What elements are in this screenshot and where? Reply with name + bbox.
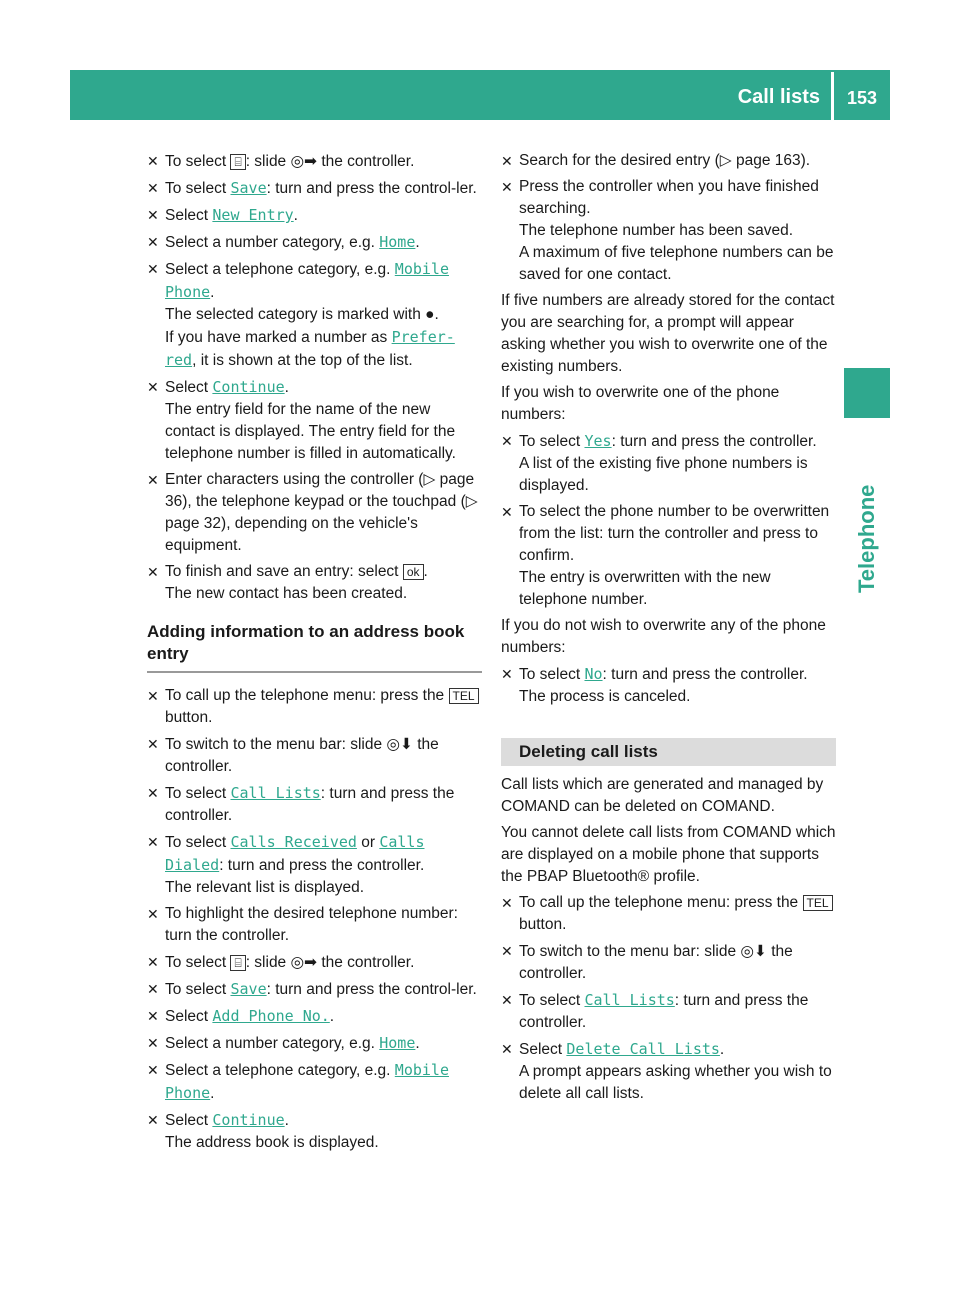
step: ✕ To select Save: turn and press the control-ler. [147, 179, 477, 197]
menu-item-mobile-phone: Mobile Phone [165, 1061, 449, 1102]
paragraph: If you do not wish to overwrite any of the phone numbers: [501, 617, 826, 656]
paragraph: You cannot delete call lists from COMAND which are displayed on a mobile phone that supports the PBAP Bluetooth® profile. [501, 824, 836, 885]
menu-item-save: Save [230, 980, 267, 998]
section-heading: Deleting call lists [501, 738, 836, 766]
paragraph: Call lists which are generated and managed by COMAND can be deleted on COMAND. [501, 776, 824, 815]
header-divider [831, 72, 834, 120]
step-marker: ✕ [147, 153, 159, 169]
step: ✕ Enter characters using the controller (▷ page 36), the telephone keypad or the touchpad (▷ page 32), depending on the vehicle's equipment. [147, 471, 478, 554]
menu-item-home: Home [379, 233, 416, 251]
menu-item-mobile-phone: Mobile Phone [165, 260, 449, 301]
side-tab-label: Telephone [854, 484, 879, 593]
ok-icon: ok [403, 564, 424, 580]
menu-item-save: Save [230, 179, 267, 197]
menu-icon: ⌸ [230, 154, 245, 170]
menu-item-calls-dialed: Calls Dialed [165, 833, 425, 874]
tel-key-icon: TEL [803, 895, 833, 911]
step: ✕ To select ⌸ : slide ◎➡ the controller. [147, 152, 415, 170]
controller-slide-right-icon: ◎➡ [290, 152, 318, 170]
section-heading: Adding information to an address book entry [147, 621, 482, 673]
left-column: ✕ To select ⌸ : slide ◎➡ the controller. ✕ To select Save: turn and press the control-ler. ✕ Select New Entry. ✕ Select a number category, e.g. Home. ✕ Select a telephone category, e.g. Mobile Phone. The selected category is marked with ●. If you have marked a number as Prefer-red, it is shown at the top of the list. ✕ Select Continue. The entry field for the name of the new contact is displayed. The entry field for the telephone number is filled in automatically. ✕ Enter characters using the controller (▷ page 36), the telephone keypad or the touchpad (▷ page 32), depending on the vehicle's equipment. ✕ To finish and save an entry: select ok . The new contact has been created. Adding information to an address book entry ✕ To call up the telephone menu: press the TEL button. ✕ To switch to the menu bar: slide ◎⬇ the controller. ✕ To select Call Lists: turn and press the controller. ✕ To select Calls Received or Calls Dialed: turn and press the controller. The relevant list is displayed. ✕ To highlight the desired telephone number: turn the controller. ✕ To select ⌸ : slide ◎➡ the controller. ✕ To select Save: turn and press the control-ler. ✕ Select Add Phone No.. ✕ Select a number category, e.g. Home. ✕ Select a telephone category, e.g. Mobile Phone. ✕ Select Continue. The address book is displayed. [147, 150, 482, 1158]
step: ✕ Select New Entry. [147, 206, 298, 224]
menu-item-delete-call-lists: Delete Call Lists [566, 1040, 720, 1058]
step: ✕ Select a telephone category, e.g. Mobile Phone. The selected category is marked with ●. If you have marked a number as Prefer-red, it is shown at the top of the list. [147, 260, 455, 369]
right-column: ✕ Search for the desired entry (▷ page 163). ✕ Press the controller when you have finished searching. The telephone number has been saved. A maximum of five telephone numbers can be saved for one contact. If five numbers are already stored for the contact you are searching for, a prompt will appear asking whether you wish to overwrite one of the existing numbers. If you wish to overwrite one of the phone numbers: ✕ To select Yes: turn and press the controller. A list of the existing five phone numbers is displayed. ✕ To select the phone number to be overwritten from the list: turn the controller and press to confirm. The entry is overwritten with the new telephone number. If you do not wish to overwrite any of the phone numbers: ✕ To select No: turn and press the controller. The process is canceled. Deleting call lists Call lists which are generated and managed by COMAND can be deleted on COMAND. You cannot delete call lists from COMAND which are displayed on a mobile phone that supports the PBAP Bluetooth® profile. ✕ To call up the telephone menu: press the TEL button. ✕ To switch to the menu bar: slide ◎⬇ the controller. ✕ To select Call Lists: turn and press the controller. ✕ Select Delete Call Lists. A prompt appears asking whether you wish to delete all call lists. [501, 152, 836, 1102]
menu-item-continue: Continue [212, 1111, 285, 1129]
tel-key-icon: TEL [449, 688, 479, 704]
page-number: 153 [846, 88, 878, 108]
menu-item-call-lists: Call Lists [584, 991, 675, 1009]
menu-icon: ⌸ [230, 955, 245, 971]
menu-item-yes: Yes [584, 432, 612, 450]
paragraph: If you wish to overwrite one of the phone numbers: [501, 384, 780, 423]
controller-slide-down-icon: ◎⬇ [386, 735, 413, 753]
menu-item-preferred: Prefer-red [165, 328, 455, 369]
menu-item-call-lists: Call Lists [230, 784, 321, 802]
menu-item-calls-received: Calls Received [230, 833, 357, 851]
step: ✕ Select Continue. The entry field for the name of the new contact is displayed. The entry field for the telephone number is filled in automatically. [147, 378, 456, 462]
menu-item-add-phone-no: Add Phone No. [212, 1007, 330, 1025]
side-tab-block [844, 368, 890, 418]
menu-item-new-entry: New Entry [212, 206, 294, 224]
step: ✕ To finish and save an entry: select ok . The new contact has been created. [147, 563, 428, 602]
menu-item-no: No [584, 665, 603, 683]
controller-slide-down-icon: ◎⬇ [740, 942, 767, 960]
paragraph: If five numbers are already stored for the contact you are searching for, a prompt will appear asking whether you wish to overwrite one of the existing numbers. [501, 292, 835, 375]
section-title: Call lists [737, 86, 820, 108]
menu-item-continue: Continue [212, 378, 285, 396]
controller-slide-right-icon: ◎➡ [290, 953, 318, 971]
menu-item-home: Home [379, 1034, 416, 1052]
step: ✕ Select a number category, e.g. Home. [147, 233, 420, 251]
